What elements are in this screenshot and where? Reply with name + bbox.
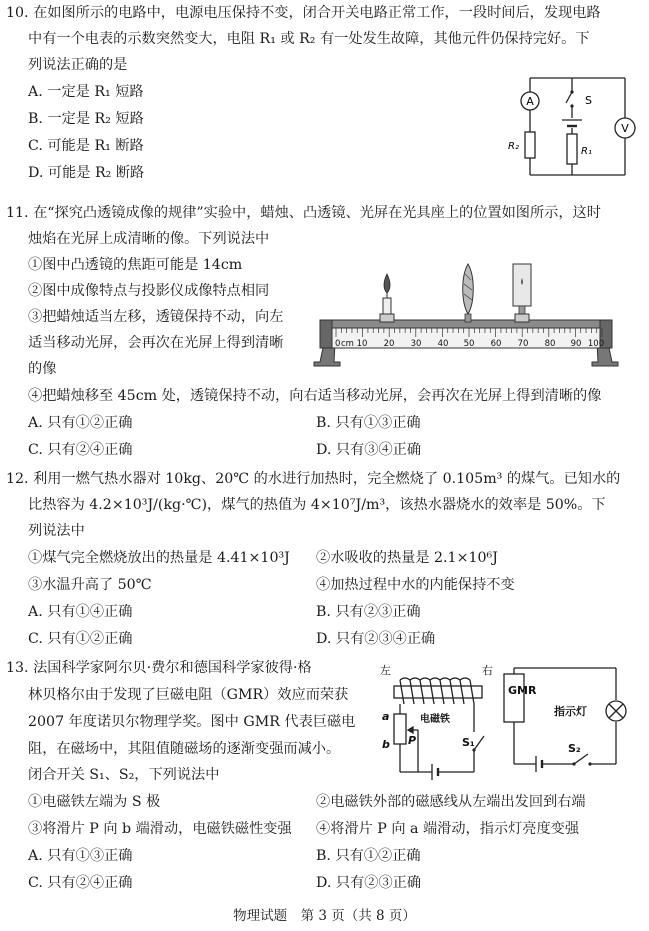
q13-s1-label: S₁	[462, 736, 475, 749]
q11-statement-3-line-2: 适当移动光屏，会再次在光屏上得到清晰	[28, 335, 284, 351]
q13-statement-3: ③将滑片 P 向 b 端滑动，电磁铁磁性变强	[28, 821, 292, 837]
q12-statement-1: ①煤气完全燃烧放出的热量是 4.41×10³J	[28, 550, 290, 566]
q13-statement-4: ④将滑片 P 向 a 端滑动，指示灯亮度变强	[316, 821, 580, 837]
q10-option-a: A. 一定是 R₁ 短路	[28, 84, 144, 100]
q11-option-a: A. 只有①②正确	[28, 415, 133, 431]
q13-option-d: D. 只有②③正确	[316, 875, 422, 891]
q12-stem-line-3: 列说法中	[28, 523, 85, 539]
q13-p-label: P	[408, 734, 417, 747]
q13-right-label: 右	[482, 664, 493, 677]
q12-option-b: B. 只有②③正确	[316, 604, 421, 620]
q11-statement-3-line-3: 的像	[28, 361, 57, 377]
q12-stem-line-1: 12. 利用一燃气热水器对 10kg、20℃ 的水进行加热时，完全燃烧了 0.105m³ 的煤气。已知水的	[6, 471, 621, 487]
q11-tick-20: 20	[383, 339, 395, 349]
q12-option-c: C. 只有①②正确	[28, 631, 133, 647]
q13-stem-line-3: 2007 年度诺贝尔物理学奖。图中 GMR 代表巨磁电	[28, 714, 356, 730]
q13-s2-label: S₂	[568, 742, 581, 755]
q11-tick-90: 90	[570, 339, 582, 349]
q13-gmr-label: GMR	[508, 684, 537, 697]
q13-statement-1: ①电磁铁左端为 S 极	[28, 794, 161, 810]
q11-stem-line-2: 烛焰在光屏上成清晰的像。下列说法中	[28, 231, 270, 247]
q13-lamp-label: 指示灯	[554, 705, 587, 718]
q10-resistor-r2	[525, 132, 535, 158]
q13-left-label: 左	[380, 664, 391, 677]
q11-tick-10: 10	[356, 339, 368, 349]
q13-stem-line-4: 阻，在磁场中，其阻值随磁场的逐渐变强而减小。	[28, 741, 341, 757]
q11-optical-bench	[310, 262, 622, 370]
q11-tick-40: 40	[437, 339, 449, 349]
q13-option-b: B. 只有①②正确	[316, 848, 421, 864]
page-footer: 物理试题 第 3 页（共 8 页）	[233, 908, 416, 924]
q10-ammeter-label: A	[526, 95, 534, 108]
q13-stem-line-5: 闭合开关 S₁、S₂，下列说法中	[28, 767, 220, 783]
q11-option-c: C. 只有②④正确	[28, 442, 133, 458]
q11-statement-4: ④把蜡烛移至 45cm 处，透镜保持不动，向右适当移动光屏，会再次在光屏上得到清晰的像	[28, 388, 602, 404]
q13-b-label: b	[382, 738, 390, 751]
q10-stem-line-3: 列说法正确的是	[28, 57, 128, 73]
q11-tick-0: 0	[335, 339, 341, 349]
q11-tick-70: 70	[517, 339, 529, 349]
q12-option-d: D. 只有②③④正确	[316, 631, 436, 647]
q13-electromagnet-label: 电磁铁	[420, 714, 450, 725]
q13-stem-line-2: 林贝格尔由于发现了巨磁电阻（GMR）效应而荣获	[28, 687, 349, 703]
q12-statement-3: ③水温升高了 50℃	[28, 577, 152, 593]
q13-statement-2: ②电磁铁外部的磁感线从左端出发回到右端	[316, 794, 586, 810]
q12-statement-4: ④加热过程中水的内能保持不变	[316, 577, 515, 593]
q13-gmr-circuit	[372, 660, 644, 788]
q13-option-a: A. 只有①③正确	[28, 848, 133, 864]
q11-option-d: D. 只有③④正确	[316, 442, 422, 458]
q11-tick-100: 100	[587, 339, 605, 349]
q11-tick-30: 30	[410, 339, 422, 349]
q12-statement-2: ②水吸收的热量是 2.1×10⁶J	[316, 550, 498, 566]
q11-tick-80: 80	[544, 339, 556, 349]
q11-tick-unit: cm	[341, 339, 354, 349]
q10-option-b: B. 一定是 R₂ 短路	[28, 111, 144, 127]
q10-r1-label: R₁	[581, 146, 592, 157]
q10-stem-line-2: 中有一个电表的示数突然变大，电阻 R₁ 或 R₂ 有一处发生故障，其他元件仍保持完好。下	[28, 31, 590, 47]
q12-stem-line-2: 比热容为 4.2×10³J/(kg·℃)，煤气的热值为 4×10⁷J/m³，该热水器烧水的效率是 50%。下	[28, 497, 606, 513]
q13-option-c: C. 只有②④正确	[28, 875, 133, 891]
q11-option-b: B. 只有①③正确	[316, 415, 421, 431]
q13-stem-line-1: 13. 法国科学家阿尔贝·费尔和德国科学家彼得·格	[6, 660, 312, 676]
q10-switch-label: S	[585, 94, 592, 107]
q11-tick-50: 50	[463, 339, 475, 349]
q13-a-label: a	[382, 710, 390, 723]
q10-resistor-r1	[567, 134, 577, 164]
q10-r2-label: R₂	[508, 141, 519, 152]
q11-statement-3-line-1: ③把蜡烛适当左移，透镜保持不动，向左	[28, 309, 284, 325]
q11-tick-60: 60	[490, 339, 502, 349]
q10-option-d: D. 可能是 R₂ 断路	[28, 165, 145, 181]
q11-statement-2: ②图中成像特点与投影仪成像特点相同	[28, 283, 270, 299]
q11-statement-1: ①图中凸透镜的焦距可能是 14cm	[28, 257, 243, 273]
q12-option-a: A. 只有①④正确	[28, 604, 133, 620]
q10-stem-line-1: 10. 在如图所示的电路中，电源电压保持不变，闭合开关电路正常工作，一段时间后，发现电路	[6, 5, 601, 21]
q11-stem-line-1: 11. 在“探究凸透镜成像的规律”实验中，蜡烛、凸透镜、光屏在光具座上的位置如图所示，这时	[6, 205, 601, 221]
q10-circuit-diagram	[500, 70, 640, 185]
q10-option-c: C. 可能是 R₁ 断路	[28, 138, 144, 154]
q10-voltmeter-label: V	[621, 122, 629, 135]
